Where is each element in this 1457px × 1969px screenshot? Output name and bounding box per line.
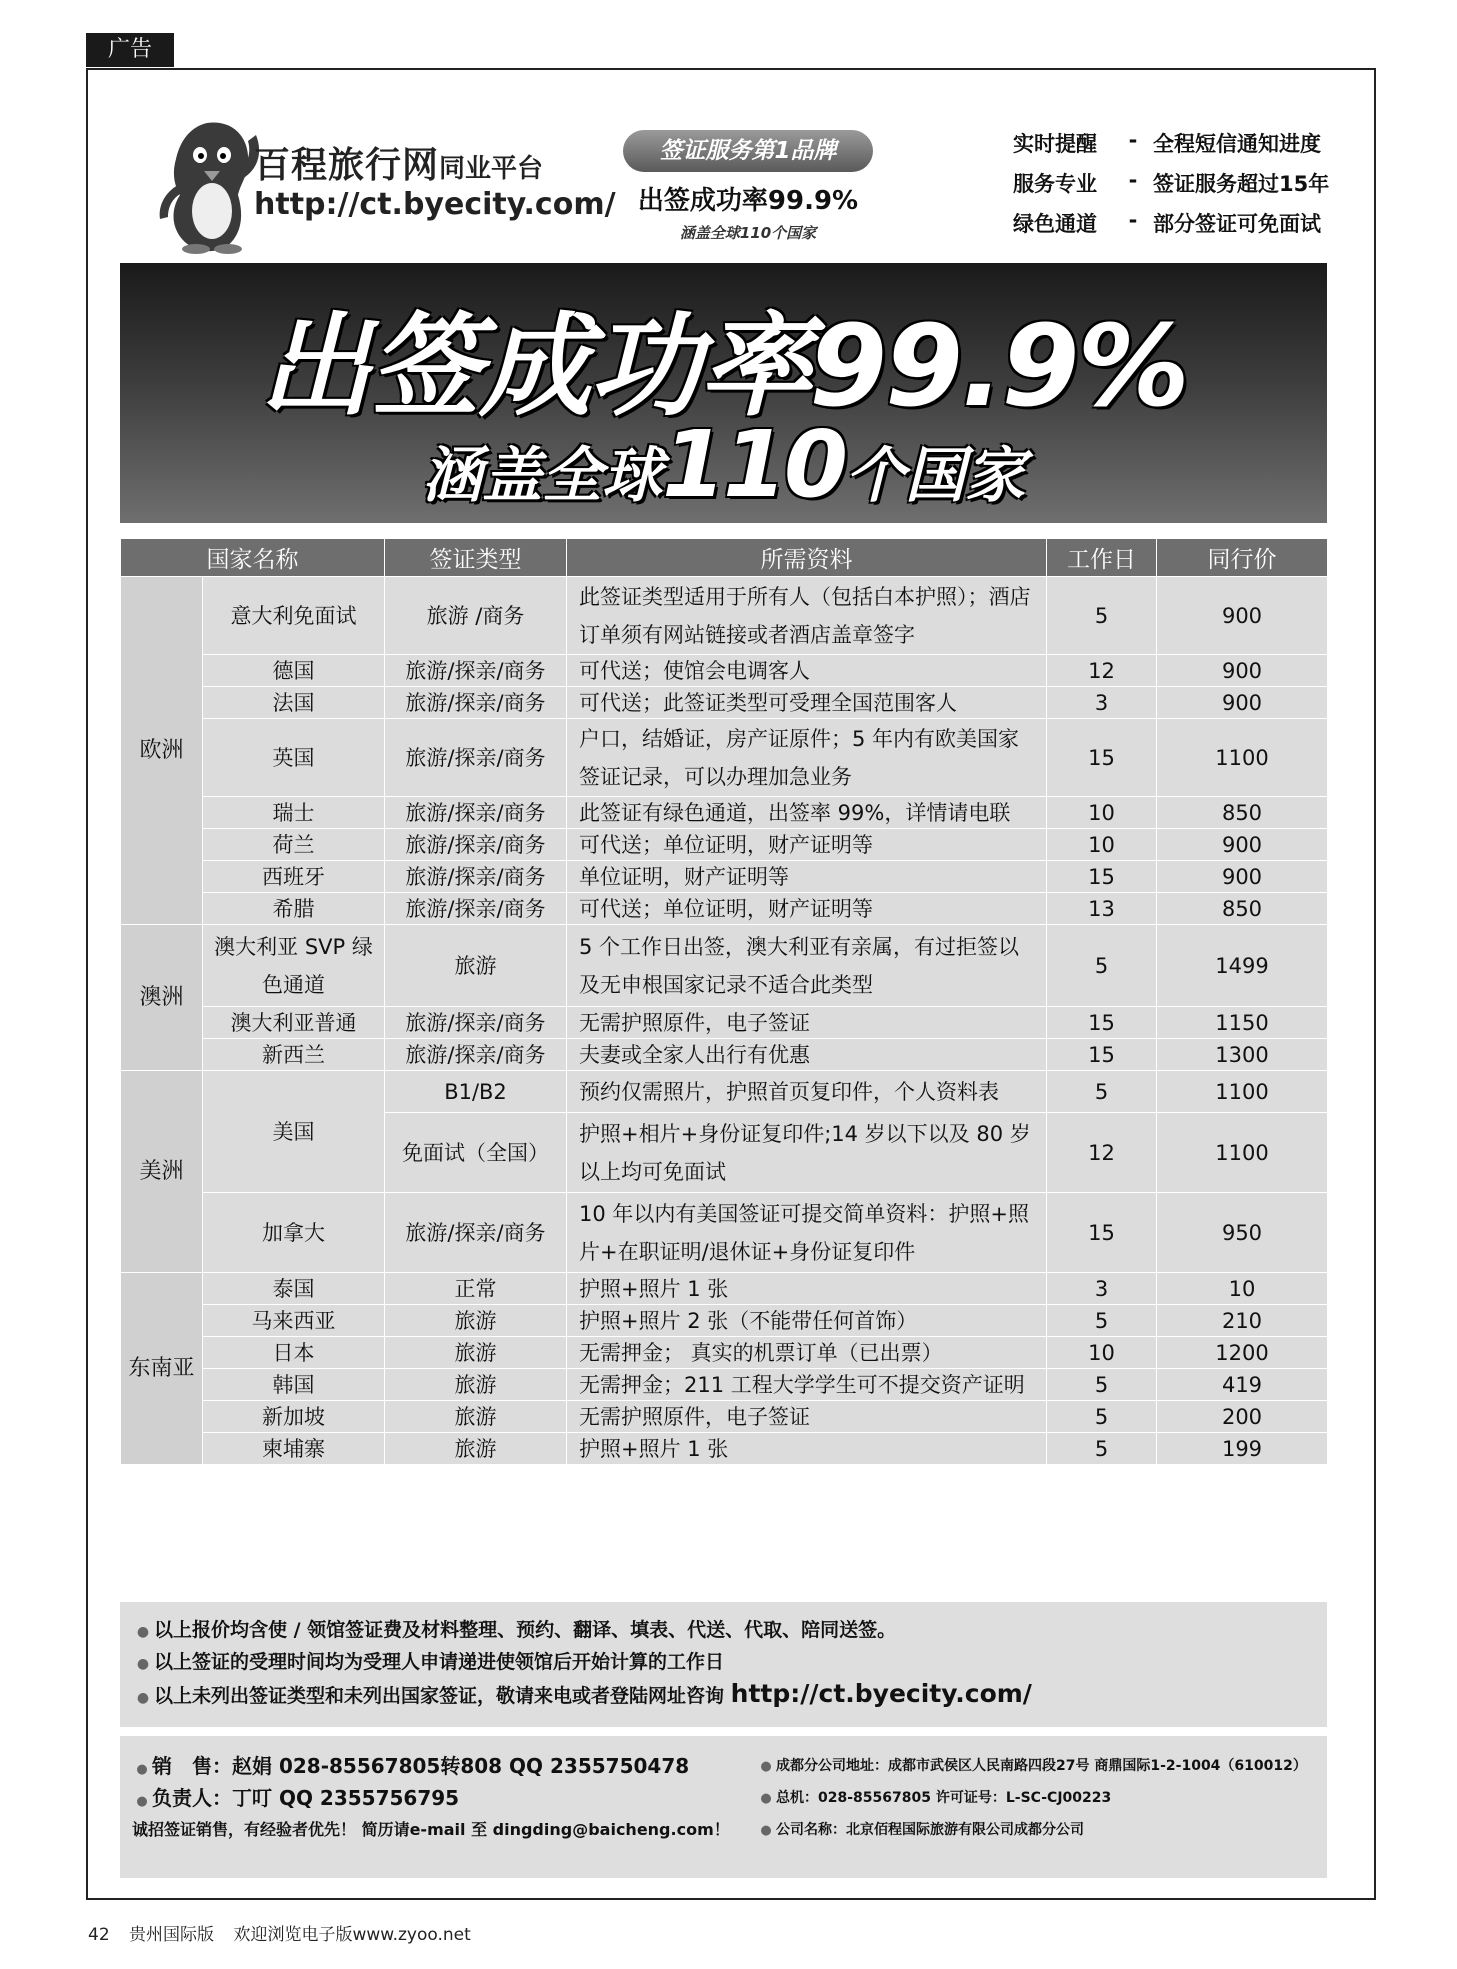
requirements-cell: 护照+相片+身份证复印件;14 岁以下以及 80 岁以上均可免面试	[567, 1113, 1047, 1193]
price-cell: 1499	[1157, 925, 1328, 1007]
brand-url[interactable]: http://ct.byecity.com/	[254, 187, 616, 222]
workdays-cell: 15	[1047, 1193, 1157, 1273]
requirements-cell: 无需押金；211 工程大学学生可不提交资产证明	[567, 1369, 1047, 1401]
requirements-cell: 此签证类型适用于所有人（包括白本护照）；酒店订单须有网站链接或者酒店盖章签字	[567, 577, 1047, 655]
note-text: 以上未列出签证类型和未列出国家签证，敬请来电或者登陆网址咨询	[154, 1685, 725, 1707]
page-number: 42	[88, 1925, 110, 1945]
price-cell: 1200	[1157, 1337, 1328, 1369]
visa-type-cell: 旅游	[385, 1369, 567, 1401]
contact-left	[132, 1750, 752, 1846]
price-cell: 1100	[1157, 1113, 1328, 1193]
country-cell: 美国	[203, 1071, 385, 1193]
bullet-icon: ●	[136, 1794, 148, 1809]
country-cell: 希腊	[203, 893, 385, 925]
requirements-cell: 护照+照片 1 张	[567, 1273, 1047, 1305]
feature-dash: -	[1128, 128, 1138, 152]
requirements-cell: 无需押金； 真实的机票订单（已出票）	[567, 1337, 1047, 1369]
company-name: 公司名称：北京佰程国际旅游有限公司成都分公司	[776, 1822, 1084, 1838]
visa-type-cell: 旅游/探亲/商务	[385, 1039, 567, 1071]
workdays-cell: 5	[1047, 925, 1157, 1007]
table-row	[121, 1433, 1328, 1465]
bullet-icon: ●	[136, 1762, 148, 1777]
feature-dash: -	[1128, 168, 1138, 192]
brand-subtitle: 同业平台	[439, 154, 544, 184]
requirements-cell: 5 个工作日出签，澳大利亚有亲属，有过拒签以及无申根国家记录不适合此类型	[567, 925, 1047, 1007]
requirements-cell: 可代送；单位证明，财产证明等	[567, 893, 1047, 925]
workdays-cell: 5	[1047, 1401, 1157, 1433]
country-cell: 西班牙	[203, 861, 385, 893]
banner-sub-a: 涵盖全球	[421, 441, 662, 511]
workdays-cell: 5	[1047, 577, 1157, 655]
brand-title: 百程旅行网	[254, 145, 440, 186]
banner-subheadline	[120, 411, 1327, 518]
table-row	[121, 655, 1328, 687]
feature-item	[1013, 128, 1353, 168]
price-cell: 900	[1157, 829, 1328, 861]
workdays-cell: 12	[1047, 1113, 1157, 1193]
visa-type-cell: 旅游/探亲/商务	[385, 655, 567, 687]
visa-type-cell: 旅游/探亲/商务	[385, 797, 567, 829]
visa-type-cell: 旅游/探亲/商务	[385, 893, 567, 925]
visa-type-cell: 旅游	[385, 925, 567, 1007]
table-row	[121, 1337, 1328, 1369]
price-cell: 1150	[1157, 1007, 1328, 1039]
sales-contact: 销 售：赵娟 028-85567805转808 QQ 2355750478	[152, 1754, 690, 1778]
bullet-icon: ●	[760, 1791, 772, 1806]
workdays-cell: 12	[1047, 655, 1157, 687]
country-cell: 柬埔寨	[203, 1433, 385, 1465]
feature-dash: -	[1128, 208, 1138, 232]
note-text: 以上签证的受理时间均为受理人申请递进使领馆后开始计算的工作日	[154, 1651, 725, 1673]
visa-type-cell: 旅游/探亲/商务	[385, 719, 567, 797]
workdays-cell: 3	[1047, 687, 1157, 719]
ad-frame	[86, 68, 1376, 1900]
country-cell: 加拿大	[203, 1193, 385, 1273]
table-row	[121, 1401, 1328, 1433]
edition-name: 贵州国际版	[129, 1925, 215, 1945]
success-rate-text: 出签成功率99.9%	[637, 186, 859, 216]
feature-item	[1013, 168, 1353, 208]
note-item	[132, 1646, 1327, 1678]
note-url-link[interactable]: http://ct.byecity.com/	[730, 1679, 1032, 1708]
page-footer	[88, 1920, 485, 1945]
recruit-text: 诚招签证销售，有经验者优先！ 简历请e-mail 至 dingding@baicheng.com！	[132, 1820, 730, 1839]
bullet-icon: ●	[136, 1656, 150, 1672]
headline-banner	[120, 263, 1327, 523]
workdays-cell: 5	[1047, 1071, 1157, 1113]
requirements-cell: 护照+照片 2 张（不能带任何首饰）	[567, 1305, 1047, 1337]
country-cell: 德国	[203, 655, 385, 687]
country-cell: 泰国	[203, 1273, 385, 1305]
price-cell: 900	[1157, 687, 1328, 719]
feature-key: 绿色通道	[1013, 212, 1097, 236]
workdays-cell: 15	[1047, 1039, 1157, 1071]
country-cell: 韩国	[203, 1369, 385, 1401]
workdays-cell: 10	[1047, 797, 1157, 829]
contact-line	[756, 1750, 1321, 1782]
visa-type-cell: 旅游/探亲/商务	[385, 1007, 567, 1039]
banner-sub-number: 110	[661, 411, 846, 518]
price-cell: 199	[1157, 1433, 1328, 1465]
table-row	[121, 1007, 1328, 1039]
table-row	[121, 1193, 1328, 1273]
note-item	[132, 1678, 1327, 1710]
banner-headline: 出签成功率99.9%	[259, 302, 1188, 432]
bullet-icon: ●	[136, 1624, 150, 1640]
visa-price-table	[120, 538, 1328, 1465]
country-cell: 法国	[203, 687, 385, 719]
contact-line	[132, 1782, 752, 1814]
header-country: 国家名称	[121, 539, 385, 577]
feature-list	[1013, 128, 1353, 248]
feature-desc: 签证服务超过15年	[1153, 172, 1330, 196]
table-header-row	[121, 539, 1328, 577]
requirements-cell: 预约仅需照片，护照首页复印件，个人资料表	[567, 1071, 1047, 1113]
region-oceania: 澳洲	[121, 925, 203, 1071]
requirements-cell: 单位证明，财产证明等	[567, 861, 1047, 893]
header-visa-type: 签证类型	[385, 539, 567, 577]
country-cell: 日本	[203, 1337, 385, 1369]
visa-type-cell: 旅游/探亲/商务	[385, 1193, 567, 1273]
workdays-cell: 5	[1047, 1433, 1157, 1465]
table-row	[121, 925, 1328, 1007]
requirements-cell: 夫妻或全家人出行有优惠	[567, 1039, 1047, 1071]
price-cell: 10	[1157, 1273, 1328, 1305]
country-cell: 瑞士	[203, 797, 385, 829]
requirements-cell: 护照+照片 1 张	[567, 1433, 1047, 1465]
price-cell: 950	[1157, 1193, 1328, 1273]
visa-type-cell: B1/B2	[385, 1071, 567, 1113]
visa-type-cell: 旅游	[385, 1305, 567, 1337]
note-text: 以上报价均含使 / 领馆签证费及材料整理、预约、翻译、填表、代送、代取、陪同送签。	[154, 1619, 897, 1641]
feature-key: 实时提醒	[1013, 132, 1097, 156]
region-southeast-asia: 东南亚	[121, 1273, 203, 1465]
region-europe: 欧洲	[121, 577, 203, 925]
requirements-cell: 10 年以内有美国签证可提交简单资料：护照+照片+在职证明/退休证+身份证复印件	[567, 1193, 1047, 1273]
coverage-text: 涵盖全球110个国家	[679, 224, 817, 242]
country-cell: 新加坡	[203, 1401, 385, 1433]
table-row	[121, 1305, 1328, 1337]
ad-tag: 广告	[86, 33, 174, 67]
contact-box	[120, 1736, 1327, 1878]
price-cell: 1100	[1157, 1071, 1328, 1113]
feature-desc: 部分签证可免面试	[1153, 212, 1321, 236]
table-row	[121, 1039, 1328, 1071]
footer-welcome: 欢迎浏览电子版www.zyoo.net	[233, 1925, 471, 1945]
table-row	[121, 577, 1328, 655]
country-cell: 澳大利亚普通	[203, 1007, 385, 1039]
feature-item	[1013, 208, 1353, 248]
contact-line	[756, 1814, 1321, 1846]
visa-type-cell: 正常	[385, 1273, 567, 1305]
header-workdays: 工作日	[1047, 539, 1157, 577]
price-cell: 1300	[1157, 1039, 1328, 1071]
visa-type-cell: 旅游/探亲/商务	[385, 829, 567, 861]
contact-right	[756, 1750, 1321, 1846]
requirements-cell: 可代送；单位证明，财产证明等	[567, 829, 1047, 861]
feature-key: 服务专业	[1013, 172, 1097, 196]
table-row	[121, 829, 1328, 861]
visa-type-cell: 旅游	[385, 1433, 567, 1465]
price-cell: 850	[1157, 893, 1328, 925]
price-cell: 900	[1157, 655, 1328, 687]
owner-contact: 负责人：丁叮 QQ 2355756795	[152, 1786, 460, 1810]
notes-box	[120, 1602, 1327, 1727]
table-row	[121, 1273, 1328, 1305]
price-cell: 200	[1157, 1401, 1328, 1433]
header-price: 同行价	[1157, 539, 1328, 577]
phone-license-text: 总机：028-85567805 许可证号：L-SC-CJ00223	[776, 1790, 1112, 1806]
workdays-cell: 10	[1047, 1337, 1157, 1369]
contact-line	[132, 1814, 752, 1846]
bullet-icon: ●	[760, 1823, 772, 1838]
contact-line	[756, 1782, 1321, 1814]
workdays-cell: 15	[1047, 719, 1157, 797]
banner-sub-c: 个国家	[845, 441, 1026, 511]
note-item	[132, 1614, 1327, 1646]
workdays-cell: 3	[1047, 1273, 1157, 1305]
country-cell: 澳大利亚 SVP 绿色通道	[203, 925, 385, 1007]
country-cell: 意大利免面试	[203, 577, 385, 655]
price-cell: 210	[1157, 1305, 1328, 1337]
workdays-cell: 10	[1047, 829, 1157, 861]
requirements-cell: 无需护照原件，电子签证	[567, 1401, 1047, 1433]
table-row	[121, 797, 1328, 829]
workdays-cell: 15	[1047, 861, 1157, 893]
brand-name	[254, 137, 543, 188]
table-row	[121, 861, 1328, 893]
requirements-cell: 可代送；此签证类型可受理全国范围客人	[567, 687, 1047, 719]
table-row	[121, 687, 1328, 719]
price-cell: 419	[1157, 1369, 1328, 1401]
table-row	[121, 1071, 1328, 1113]
workdays-cell: 5	[1047, 1369, 1157, 1401]
visa-type-cell: 旅游/探亲/商务	[385, 861, 567, 893]
visa-type-cell: 旅游/探亲/商务	[385, 687, 567, 719]
table-row	[121, 1369, 1328, 1401]
requirements-cell: 可代送；使馆会电调客人	[567, 655, 1047, 687]
requirements-cell: 无需护照原件，电子签证	[567, 1007, 1047, 1039]
country-cell: 荷兰	[203, 829, 385, 861]
workdays-cell: 5	[1047, 1305, 1157, 1337]
price-cell: 850	[1157, 797, 1328, 829]
visa-type-cell: 旅游	[385, 1337, 567, 1369]
visa-type-cell: 旅游	[385, 1401, 567, 1433]
workdays-cell: 13	[1047, 893, 1157, 925]
requirements-cell: 户口，结婚证，房产证原件；5 年内有欧美国家签证记录，可以办理加急业务	[567, 719, 1047, 797]
country-cell: 马来西亚	[203, 1305, 385, 1337]
visa-type-cell: 旅游 /商务	[385, 577, 567, 655]
bullet-icon: ●	[136, 1690, 150, 1706]
price-cell: 900	[1157, 861, 1328, 893]
table-row	[121, 719, 1328, 797]
workdays-cell: 15	[1047, 1007, 1157, 1039]
country-cell: 英国	[203, 719, 385, 797]
requirements-cell: 此签证有绿色通道，出签率 99%，详情请电联	[567, 797, 1047, 829]
visa-type-cell: 免面试（全国）	[385, 1113, 567, 1193]
address-text: 成都分公司地址：成都市武侯区人民南路四段27号 商鼎国际1-2-1004（610012）	[776, 1758, 1307, 1774]
price-cell: 1100	[1157, 719, 1328, 797]
feature-desc: 全程短信通知进度	[1153, 132, 1321, 156]
brand-badge: 签证服务第1品牌	[623, 130, 873, 172]
table-row	[121, 893, 1328, 925]
contact-line	[132, 1750, 752, 1782]
price-cell: 900	[1157, 577, 1328, 655]
bullet-icon: ●	[760, 1759, 772, 1774]
brand-logo	[152, 115, 616, 255]
region-america: 美洲	[121, 1071, 203, 1273]
header-requirements: 所需资料	[567, 539, 1047, 577]
country-cell: 新西兰	[203, 1039, 385, 1071]
